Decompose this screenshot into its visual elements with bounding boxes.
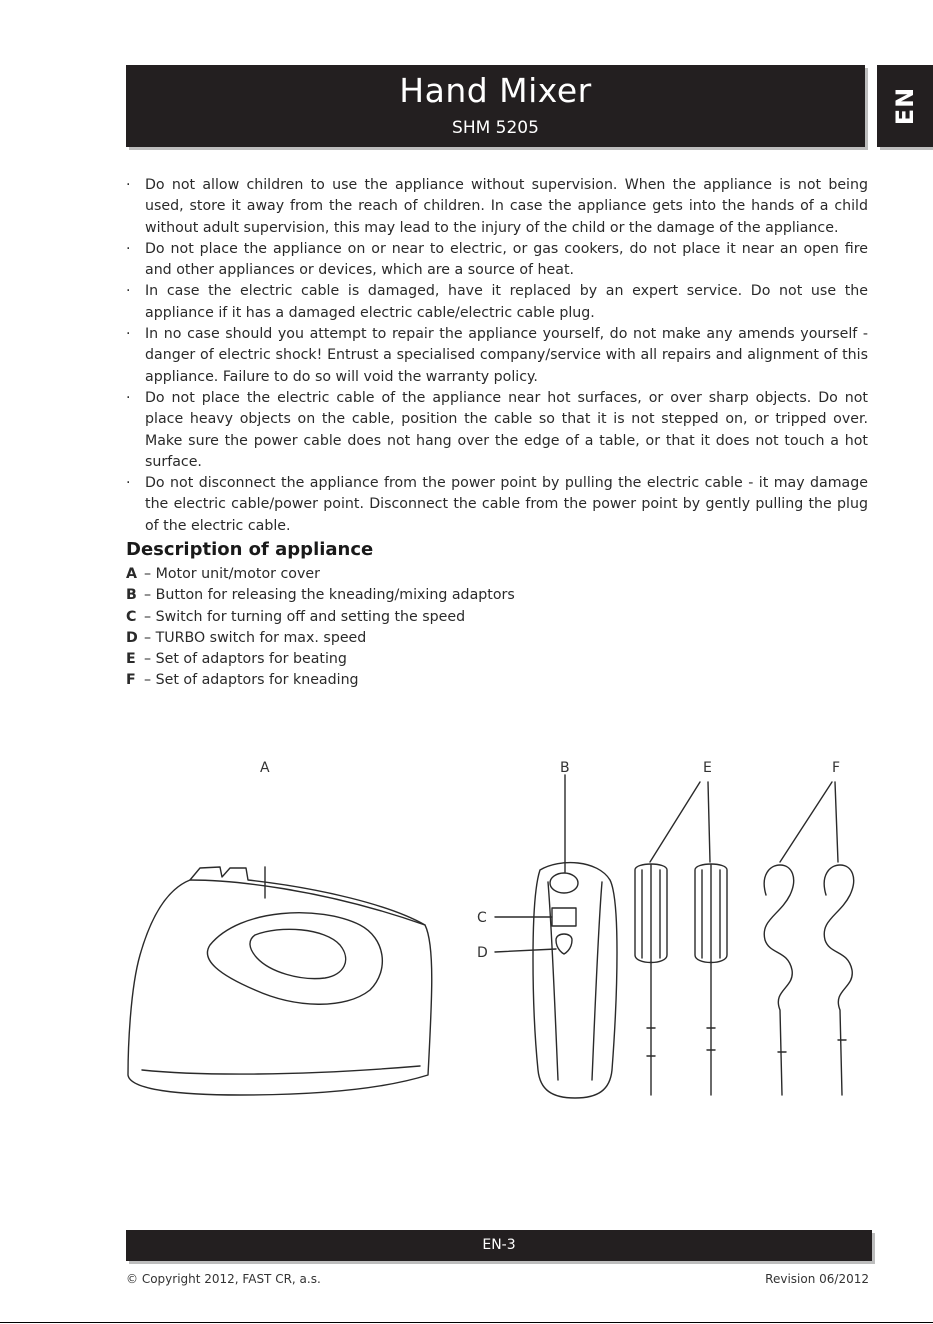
beater-adaptors-drawing [635,782,727,1095]
bottom-divider [0,1322,933,1323]
language-tab [877,65,933,147]
part-key: E [126,651,136,668]
list-item [126,388,868,473]
instruction-text: Do not place the electric cable of the appliance near hot surfaces, or over sharp objects. Do not place heavy objects on the cable, position the cable so that it is not stepped on, or tripped over. Make sure the power cable does not hang over the edge of a table, or that it does not touch a hot surface. [145,389,868,470]
appliance-diagram [120,750,880,1110]
bullet-marker: · [126,475,131,492]
bullet-marker: · [126,177,131,193]
label-f: F [832,760,841,776]
handle-unit-drawing [495,775,617,1098]
bullet-marker: · [126,389,131,406]
parts-list-item [126,564,515,585]
motor-unit-drawing [128,867,432,1095]
part-key: D [126,629,138,646]
footer-banner [126,1230,872,1261]
label-c: C [477,910,487,926]
copyright-text: © Copyright 2012, FAST CR, a.s. [126,1272,321,1286]
revision-text: Revision 06/2012 [765,1272,869,1286]
part-key: F [126,672,136,689]
part-description: – Motor unit/motor cover [144,566,320,582]
title-banner [126,65,865,147]
list-item [126,324,868,388]
part-description: – Switch for turning off and setting the speed [144,608,466,625]
list-item [126,473,868,537]
part-description: – Set of adaptors for beating [144,651,347,668]
part-description: – Button for releasing the kneading/mixing adaptors [144,587,515,604]
instruction-text: Do not place the appliance on or near to electric, or gas cookers, do not place it near an open fire and other appliances or devices, which are a source of heat. [145,240,868,279]
part-key: B [126,587,137,604]
parts-list-item [126,585,515,606]
page-title: Hand Mixer [399,71,592,110]
instruction-text: In case the electric cable is damaged, have it replaced by an expert service. Do not use the appliance if it has a damaged electric cable/electric cable plug. [145,283,868,321]
instruction-text: Do not allow children to use the appliance without supervision. When the appliance is not being used, store it away from the reach of children. In case the appliance gets into the hands of a child without adult supervision, this may lead to the injury of the child or the damage of the appliance. [145,177,868,236]
bullet-marker: · [126,240,131,257]
label-a: A [260,760,270,776]
part-description: – TURBO switch for max. speed [144,629,367,646]
part-key: C [126,608,137,625]
dough-hooks-drawing [764,782,853,1095]
label-b: B [560,760,570,776]
list-item [126,175,868,239]
language-code: EN [891,86,919,126]
parts-list [126,564,515,692]
part-description: – Set of adaptors for kneading [144,672,359,689]
part-key: A [126,566,137,582]
bullet-marker: · [126,326,131,343]
instruction-text: Do not disconnect the appliance from the power point by pulling the electric cable - it may damage the electric cable/power point. Disconnect the cable from the power point by gently pulling the plug of the electric cable. [145,475,868,534]
instruction-text: In no case should you attempt to repair the appliance yourself, do not make any amends yourself - danger of electric shock! Entrust a specialised company/service with all repairs and alignment of this appliance. Failure to do so will void the warranty policy. [145,326,868,385]
label-d: D [477,945,488,961]
page-number: EN-3 [482,1237,516,1253]
parts-list-item [126,607,515,628]
label-e: E [703,760,712,776]
bullet-marker: · [126,283,131,300]
parts-list-item [126,670,515,691]
list-item [126,239,868,282]
section-heading: Description of appliance [126,539,374,560]
safety-instructions-list [126,175,868,537]
appliance-illustration [120,750,880,1110]
model-number: SHM 5205 [452,118,539,138]
list-item [126,281,868,324]
parts-list-item [126,628,515,649]
parts-list-item [126,649,515,670]
